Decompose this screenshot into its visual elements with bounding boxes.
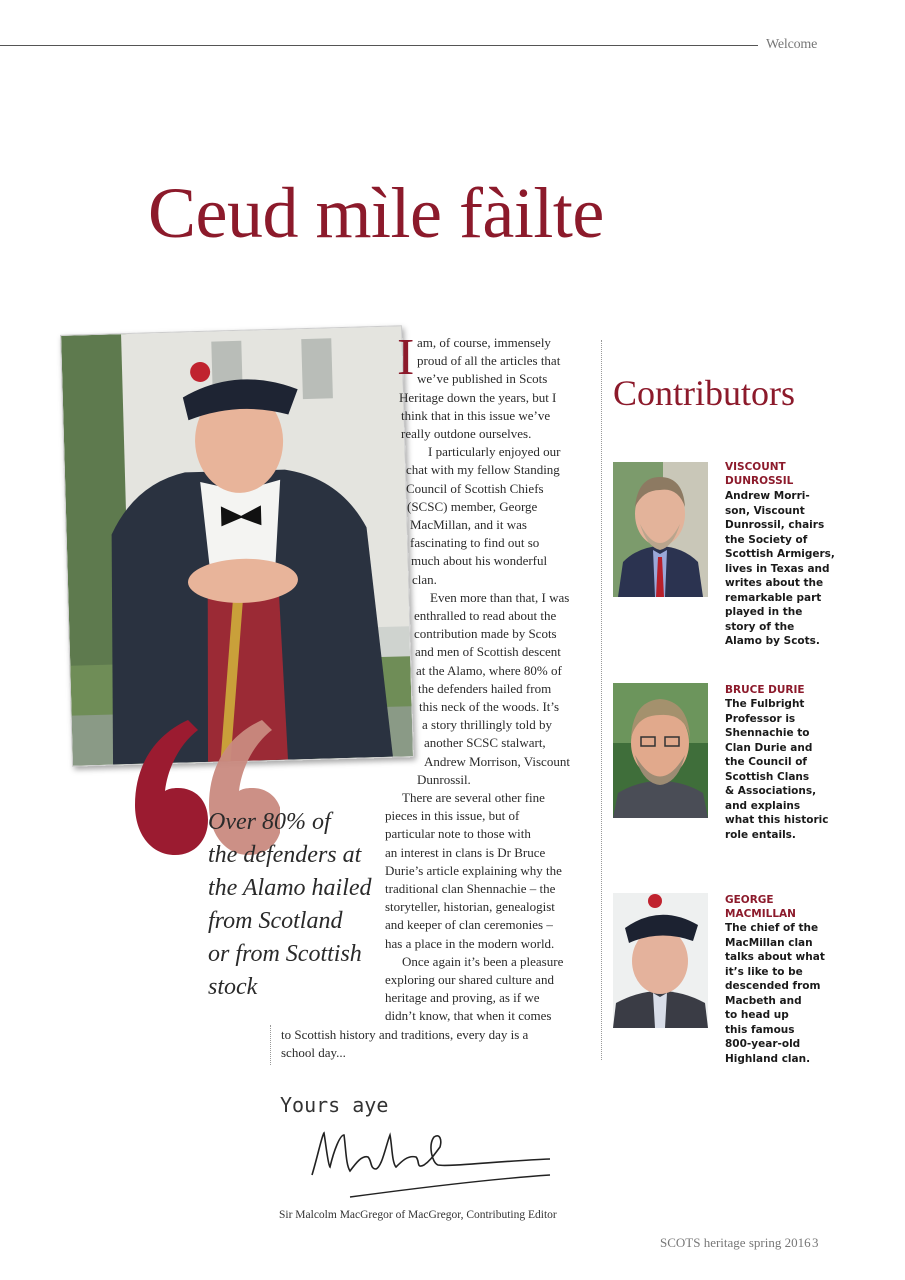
drop-cap: I xyxy=(397,329,415,386)
contributor-bio-line: Professor is xyxy=(725,712,796,725)
article-line: chat with my fellow Standing xyxy=(406,462,560,478)
article-line: think that in this issue we’ve xyxy=(401,407,551,423)
article-line: a story thrillingly told by xyxy=(422,717,552,733)
contributor-bio-line: Dunrossil, chairs xyxy=(725,519,825,531)
contributor-bio-line: remarkable part xyxy=(725,591,822,604)
contributor-bio-line: role entails. xyxy=(725,828,796,841)
article-line: proud of all the articles that xyxy=(417,353,561,369)
contributor-bio-line: played in the xyxy=(725,606,803,618)
signoff: Yours aye xyxy=(280,1093,389,1117)
contributor-name xyxy=(725,683,825,697)
contributor-bio-line: talks about what xyxy=(725,951,825,963)
contributor-bio-line: writes about the xyxy=(725,577,824,589)
article-line: pieces in this issue, but of xyxy=(385,808,520,824)
contributor-name-line: MACMILLAN xyxy=(725,908,796,920)
article-line: heritage and proving, as if we xyxy=(385,990,540,1006)
pull-quote-line: Over 80% of xyxy=(208,809,331,835)
contributor-photo-dunrossil xyxy=(613,462,708,597)
contributor-bio-line: descended from xyxy=(725,980,821,992)
contributor-photo-macmillan xyxy=(613,893,708,1028)
article-line: Council of Scottish Chiefs xyxy=(406,480,544,496)
header-rule xyxy=(0,45,758,46)
article-line: exploring our shared culture and xyxy=(385,972,554,987)
article-line: and keeper of clan ceremonies – xyxy=(385,917,553,933)
contributor-bio-line: this famous xyxy=(725,1023,795,1036)
contributor-bio-line: story of the xyxy=(725,620,795,633)
handwritten-signature xyxy=(300,1105,570,1205)
contributor-bio-line: it’s like to be xyxy=(725,965,803,978)
contributor-bio-line: Highland clan. xyxy=(725,1052,811,1065)
contributor-bio-line: the Society of xyxy=(725,533,808,546)
contributor-name-line: DUNROSSIL xyxy=(725,475,794,487)
contributor-bio-line: Scottish Armigers, xyxy=(725,548,835,560)
article-line: really outdone ourselves. xyxy=(401,426,532,441)
divider xyxy=(601,340,602,1060)
article-line: and men of Scottish descent xyxy=(415,644,561,660)
article-line: traditional clan Shennachie – the xyxy=(385,881,556,896)
contributor-bio-line: The Fulbright xyxy=(725,698,805,710)
article-line: has a place in the modern world. xyxy=(385,935,555,951)
contributor-bio-line: what this historic xyxy=(725,814,829,826)
pull-quote-line: the Alamo hailed xyxy=(208,875,372,901)
contributor-bio xyxy=(725,921,830,1066)
contributor-name xyxy=(725,460,825,488)
editor-photo xyxy=(60,325,414,766)
contributor-bio-line: The chief of the xyxy=(725,922,819,934)
article-line: enthralled to read about the xyxy=(414,608,557,623)
article-line: storyteller, historian, genealogist xyxy=(385,899,555,915)
article-line: much about his wonderful xyxy=(411,553,548,569)
contributor-bio-line: Clan Durie and xyxy=(725,741,813,754)
contributor-name xyxy=(725,893,825,921)
article-line: clan. xyxy=(412,571,437,587)
article-line: Heritage down the years, but I xyxy=(399,389,557,405)
article-line: this neck of the woods. It’s xyxy=(419,699,560,714)
pull-quote xyxy=(208,806,388,1004)
signature-caption: Sir Malcolm MacGregor of MacGregor, Contributing Editor xyxy=(279,1209,557,1221)
contributor-bio-line: the Council of xyxy=(725,756,808,768)
article-line: didn’t know, that when it comes xyxy=(385,1008,552,1024)
contributor-name-line: VISCOUNT xyxy=(725,461,786,473)
contributor-name-line: GEORGE xyxy=(725,894,774,906)
section-label: Welcome xyxy=(766,37,818,52)
article-line: school day... xyxy=(281,1044,346,1060)
contributor-bio-line: Shennachie to xyxy=(725,727,810,739)
article-line: Even more than that, I was xyxy=(430,589,570,605)
article-line: There are several other fine xyxy=(402,790,545,805)
contributor-bio-line: Andrew Morri- xyxy=(725,490,810,502)
contributor-bio-line: & Associations, xyxy=(725,785,817,797)
article-line: particular note to those with xyxy=(385,826,531,842)
contributor-bio-line: and explains xyxy=(725,799,801,812)
contributor-bio-line: son, Viscount xyxy=(725,504,805,517)
contributor-bio-line: Macbeth and xyxy=(725,994,802,1007)
article-line: Once again it’s been a pleasure xyxy=(402,953,564,969)
contributor-bio-line: to head up xyxy=(725,1009,789,1021)
article-line: at the Alamo, where 80% of xyxy=(416,662,562,678)
contributor-photo-durie xyxy=(613,683,708,818)
footer-magazine: SCOTS heritage spring 2016 xyxy=(660,1235,811,1250)
contributor-name-line: BRUCE DURIE xyxy=(725,684,805,696)
contributor-bio-line: MacMillan clan xyxy=(725,936,813,949)
article-line: I particularly enjoyed our xyxy=(428,444,561,460)
article-line: an interest in clans is Dr Bruce xyxy=(385,844,546,860)
contributors-title: Contributors xyxy=(613,373,796,413)
article-line: (SCSC) member, George xyxy=(407,498,538,514)
article-line: contribution made by Scots xyxy=(414,626,557,642)
contributor-bio-line: 800-year-old xyxy=(725,1038,801,1050)
article-line: to Scottish history and traditions, every day is a xyxy=(281,1026,529,1042)
article-line: Dunrossil. xyxy=(417,771,471,787)
article-line: another SCSC stalwart, xyxy=(424,735,546,751)
article-line: Andrew Morrison, Viscount xyxy=(424,753,570,769)
article-line: am, of course, immensely xyxy=(417,335,551,350)
article-line: MacMillan, and it was xyxy=(410,517,527,532)
page-title: Ceud mìle fàilte xyxy=(148,173,604,253)
divider xyxy=(270,1025,271,1065)
contributor-bio-line: Alamo by Scots. xyxy=(725,635,820,647)
contributor-bio xyxy=(725,697,830,842)
page-number: 3 xyxy=(812,1235,819,1250)
contributor-bio-line: lives in Texas and xyxy=(725,562,830,575)
pull-quote-line: or from Scottish xyxy=(208,941,362,967)
article-line: we’ve published in Scots xyxy=(417,371,548,387)
article-line: Durie’s article explaining why the xyxy=(385,862,562,878)
pull-quote-line: from Scotland xyxy=(208,908,343,934)
contributor-bio xyxy=(725,489,835,649)
contributor-bio-line: Scottish Clans xyxy=(725,770,810,783)
article-line: fascinating to find out so xyxy=(410,535,540,551)
article-line: the defenders hailed from xyxy=(418,680,552,696)
pull-quote-line: stock xyxy=(208,974,258,1000)
pull-quote-line: the defenders at xyxy=(208,842,362,868)
